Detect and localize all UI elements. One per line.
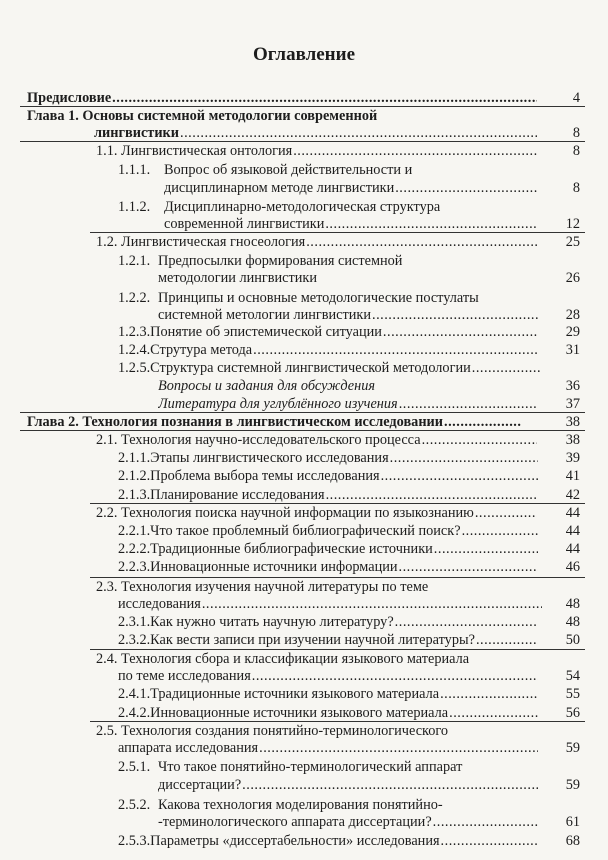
table-rule bbox=[20, 430, 585, 431]
leader-dots bbox=[253, 342, 538, 359]
toc-page-number: 55 bbox=[565, 686, 580, 702]
toc-entry-text: Предпосылки формирования системной bbox=[158, 253, 403, 269]
toc-page-number: 44 bbox=[565, 505, 580, 521]
toc-entry-text: Лингвистическая онтология bbox=[121, 143, 293, 159]
leader-dots bbox=[440, 686, 538, 703]
toc-entry-2-4-1[interactable] bbox=[118, 686, 538, 703]
toc-entry-text: Традиционные источники языкового материала bbox=[150, 686, 440, 702]
toc-entry-2-3-cont bbox=[118, 596, 542, 613]
toc-page-number: 37 bbox=[565, 396, 580, 412]
toc-page-number: 41 bbox=[565, 468, 580, 484]
toc-page-number: 44 bbox=[565, 541, 580, 557]
toc-entry-questions[interactable] bbox=[158, 378, 538, 395]
leader-dots bbox=[441, 833, 538, 850]
toc-page-number: 54 bbox=[565, 668, 580, 684]
toc-entry-text: Струтура метода bbox=[150, 342, 253, 358]
toc-entry-2-1-1[interactable] bbox=[118, 450, 538, 467]
toc-entry-number: 2.4. bbox=[96, 651, 118, 667]
toc-entry-1-2-1-cont bbox=[158, 270, 538, 287]
toc-entry-text: Технология научно-исследовательского процесса bbox=[121, 432, 421, 448]
toc-entry-number: 1.2.4. bbox=[118, 342, 151, 358]
toc-entry-text: Понятие об эпистемической ситуации bbox=[150, 324, 382, 340]
toc-entry-text: -терминологического аппарата диссертации? bbox=[158, 814, 432, 830]
toc-entry-1-1-2-cont bbox=[164, 216, 538, 233]
toc-entry-1-1-2[interactable] bbox=[118, 199, 538, 216]
toc-entry-number: 2.4.2. bbox=[118, 705, 151, 721]
toc-page-number: 56 bbox=[565, 705, 580, 721]
toc-page-number: 26 bbox=[565, 270, 580, 286]
toc-entry-1-2[interactable] bbox=[96, 234, 537, 251]
toc-page-number: 29 bbox=[565, 324, 580, 340]
toc-page-number: 50 bbox=[565, 632, 580, 648]
leader-dots bbox=[381, 468, 538, 485]
toc-entry-number: 2.5.3. bbox=[118, 833, 151, 849]
toc-entry-text: исследования bbox=[118, 596, 201, 612]
toc-entry-number: 2.1.2. bbox=[118, 468, 151, 484]
toc-entry-chapter-1-cont bbox=[94, 125, 537, 142]
table-rule bbox=[90, 232, 585, 233]
toc-page-number: 31 bbox=[565, 342, 580, 358]
toc-entry-text: Технология изучения научной литературы по теме bbox=[121, 579, 429, 595]
toc-entry-text: Предисловие bbox=[27, 90, 112, 106]
leader-dots bbox=[306, 234, 537, 251]
toc-page-number: 12 bbox=[565, 216, 580, 232]
toc-entry-number: 2.5.1. bbox=[118, 759, 151, 775]
leader-dots bbox=[444, 414, 522, 431]
toc-entry-text: Что такое понятийно-терминологический аппарат bbox=[158, 759, 463, 775]
leader-dots bbox=[475, 505, 537, 522]
toc-entry-2-5-3[interactable] bbox=[118, 833, 538, 850]
toc-entry-chapter-1[interactable] bbox=[27, 108, 547, 125]
toc-entry-1-2-5[interactable] bbox=[118, 360, 540, 377]
toc-entry-text: Технология поиска научной информации по языкознанию bbox=[121, 505, 474, 521]
toc-entry-number: 2.3.2. bbox=[118, 632, 151, 648]
toc-entry-number: 1.1.1. bbox=[118, 162, 151, 178]
leader-dots bbox=[202, 596, 542, 613]
toc-entry-text: Инновационные источники информации bbox=[150, 559, 398, 575]
toc-entry-text: Параметры «диссертабельности» исследования bbox=[150, 833, 440, 849]
toc-entry-2-3-1[interactable] bbox=[118, 614, 538, 631]
toc-entry-2-3[interactable] bbox=[96, 579, 540, 596]
toc-entry-number: 2.2.1. bbox=[118, 523, 151, 539]
toc-entry-2-3-2[interactable] bbox=[118, 632, 538, 649]
toc-entry-text: Вопрос об языковой действительности и bbox=[164, 162, 413, 178]
toc-entry-number: 2.5. bbox=[96, 723, 118, 739]
toc-entry-chapter-2[interactable] bbox=[27, 414, 522, 431]
toc-page-number: 8 bbox=[572, 125, 580, 141]
toc-entry-2-5-cont bbox=[118, 740, 538, 757]
toc-entry-2-5-2-cont bbox=[158, 814, 538, 831]
toc-entry-text: Проблема выбора темы исследования bbox=[150, 468, 380, 484]
toc-entry-text: методологии лингвистики bbox=[158, 270, 317, 286]
leader-dots bbox=[112, 90, 537, 107]
page-title: Оглавление bbox=[252, 44, 356, 65]
toc-entry-text: диссертации? bbox=[158, 777, 242, 793]
table-rule bbox=[20, 412, 585, 413]
leader-dots bbox=[434, 541, 538, 558]
toc-entry-text: дисциплинарном методе лингвистики bbox=[164, 180, 395, 196]
toc-page-number: 48 bbox=[565, 614, 580, 630]
leader-dots bbox=[449, 705, 538, 722]
toc-entry-1-1-1-cont bbox=[164, 180, 538, 197]
toc-entry-2-4-2[interactable] bbox=[118, 705, 538, 722]
toc-entry-text: Этапы лингвистического исследования bbox=[150, 450, 389, 466]
toc-entry-number: 1.2.1. bbox=[118, 253, 151, 269]
toc-entry-number: 1.2.3. bbox=[118, 324, 151, 340]
toc-entry-2-2-2[interactable] bbox=[118, 541, 538, 558]
leader-dots bbox=[252, 668, 538, 685]
toc-entry-preface[interactable] bbox=[27, 90, 537, 107]
toc-entry-number: 2.1.3. bbox=[118, 487, 151, 503]
leader-dots bbox=[180, 125, 537, 142]
table-rule bbox=[20, 141, 585, 142]
toc-entry-text: Глава 1. Основы системной методологии современной bbox=[27, 108, 378, 124]
leader-dots bbox=[390, 450, 538, 467]
toc-page-number: 39 bbox=[565, 450, 580, 466]
toc-entry-2-5-1-cont bbox=[158, 777, 538, 794]
toc-entry-number: 1.2.5. bbox=[118, 360, 151, 376]
toc-entry-text: Традиционные библиографические источники bbox=[150, 541, 433, 557]
toc-entry-number: 2.4.1. bbox=[118, 686, 151, 702]
toc-entry-text: современной лингвистики bbox=[164, 216, 325, 232]
toc-entry-1-1-1[interactable] bbox=[118, 162, 538, 179]
leader-dots bbox=[242, 777, 538, 794]
toc-page-number: 68 bbox=[565, 833, 580, 849]
leader-dots bbox=[326, 487, 538, 504]
toc-entry-2-1-2[interactable] bbox=[118, 468, 538, 485]
toc-entry-number: 2.3.1. bbox=[118, 614, 151, 630]
toc-page-number: 44 bbox=[565, 523, 580, 539]
toc-page-number: 59 bbox=[565, 740, 580, 756]
toc-entry-number: 2.5.2. bbox=[118, 797, 151, 813]
toc-page-number: 42 bbox=[565, 487, 580, 503]
leader-dots bbox=[383, 324, 538, 341]
leader-dots bbox=[293, 143, 537, 160]
toc-page-number: 46 bbox=[565, 559, 580, 575]
toc-entry-text: Технология создания понятийно-терминологического bbox=[121, 723, 449, 739]
toc-entry-1-2-2-cont bbox=[158, 307, 538, 324]
toc-entry-number: 2.2.2. bbox=[118, 541, 151, 557]
toc-entry-1-1[interactable] bbox=[96, 143, 537, 160]
toc-entry-text: Принципы и основные методологические постулаты bbox=[158, 290, 479, 306]
leader-dots bbox=[399, 396, 538, 413]
toc-entry-number: 2.1.1. bbox=[118, 450, 151, 466]
toc-entry-text: Что такое проблемный библиографический поиск? bbox=[150, 523, 461, 539]
leader-dots bbox=[325, 216, 538, 233]
toc-entry-2-5-1[interactable] bbox=[118, 759, 538, 776]
toc-entry-text: Лингвистическая гносеология bbox=[121, 234, 306, 250]
table-rule bbox=[20, 106, 585, 107]
toc-entry-text: по теме исследования bbox=[118, 668, 251, 684]
toc-entry-text: Как вести записи при изучении научной литературы? bbox=[150, 632, 475, 648]
toc-page-number: 28 bbox=[565, 307, 580, 323]
toc-entry-number: 1.2. bbox=[96, 234, 118, 250]
toc-entry-text: Технология сбора и классификации языкового материала bbox=[121, 651, 470, 667]
toc-entry-text: Инновационные источники языкового материала bbox=[150, 705, 449, 721]
toc-entry-1-2-4[interactable] bbox=[118, 342, 538, 359]
toc-entry-2-1-3[interactable] bbox=[118, 487, 538, 504]
table-rule bbox=[90, 649, 585, 650]
toc-page-number: 36 bbox=[565, 378, 580, 394]
toc-entry-text: Глава 2. Технология познания в лингвистическом исследовании bbox=[27, 414, 444, 430]
leader-dots bbox=[422, 432, 537, 449]
table-rule bbox=[90, 721, 585, 722]
toc-entry-2-4-cont bbox=[118, 668, 538, 685]
toc-entry-1-2-2[interactable] bbox=[118, 290, 538, 307]
toc-entry-2-4[interactable] bbox=[96, 651, 540, 668]
toc-entry-text: системной метологии лингвистики bbox=[158, 307, 371, 323]
toc-entry-text: Вопросы и задания для обсуждения bbox=[158, 378, 376, 394]
toc-entry-number: 2.2.3. bbox=[118, 559, 151, 575]
toc-entry-2-2-3[interactable] bbox=[118, 559, 538, 576]
toc-entry-text: лингвистики bbox=[94, 125, 180, 141]
toc-entry-text: Как нужно читать научную литературу? bbox=[150, 614, 394, 630]
toc-page-number: 38 bbox=[565, 414, 580, 430]
toc-page-number: 48 bbox=[565, 596, 580, 612]
table-rule bbox=[90, 577, 585, 578]
toc-page-number: 4 bbox=[572, 90, 580, 106]
toc-entry-number: 1.1. bbox=[96, 143, 118, 159]
toc-page-number: 59 bbox=[565, 777, 580, 793]
toc-page-number: 25 bbox=[565, 234, 580, 250]
toc-entry-2-5[interactable] bbox=[96, 723, 540, 740]
leader-dots bbox=[462, 523, 538, 540]
leader-dots bbox=[372, 307, 538, 324]
toc-entry-number: 2.1. bbox=[96, 432, 118, 448]
toc-entry-1-2-3[interactable] bbox=[118, 324, 538, 341]
leader-dots bbox=[476, 632, 538, 649]
toc-entry-number: 2.2. bbox=[96, 505, 118, 521]
toc-entry-text: Планирование исследования bbox=[150, 487, 325, 503]
leader-dots bbox=[433, 814, 538, 831]
toc-entry-2-1[interactable] bbox=[96, 432, 537, 449]
leader-dots bbox=[395, 180, 538, 197]
toc-entry-2-5-2[interactable] bbox=[118, 797, 538, 814]
leader-dots bbox=[395, 614, 538, 631]
toc-entry-text: Дисциплинарно-методологическая структура bbox=[164, 199, 441, 215]
toc-page-number: 8 bbox=[572, 143, 580, 159]
toc-entry-2-2[interactable] bbox=[96, 505, 537, 522]
toc-entry-text: Структура системной лингвистической методологии bbox=[150, 360, 471, 376]
toc-entry-number: 1.2.2. bbox=[118, 290, 151, 306]
leader-dots bbox=[472, 360, 540, 377]
toc-entry-text: Какова технология моделирования понятийно- bbox=[158, 797, 443, 813]
toc-entry-literature[interactable] bbox=[158, 396, 538, 413]
leader-dots bbox=[259, 740, 538, 757]
toc-entry-2-2-1[interactable] bbox=[118, 523, 538, 540]
toc-page-number: 8 bbox=[572, 180, 580, 196]
table-rule bbox=[90, 503, 585, 504]
toc-entry-number: 1.1.2. bbox=[118, 199, 151, 215]
leader-dots bbox=[399, 559, 538, 576]
toc-page-number: 61 bbox=[565, 814, 580, 830]
toc-entry-text: аппарата исследования bbox=[118, 740, 259, 756]
toc-entry-number: 2.3. bbox=[96, 579, 118, 595]
toc-entry-text: Литература для углублённого изучения bbox=[158, 396, 398, 412]
toc-page-number: 38 bbox=[565, 432, 580, 448]
toc-entry-1-2-1[interactable] bbox=[118, 253, 538, 270]
